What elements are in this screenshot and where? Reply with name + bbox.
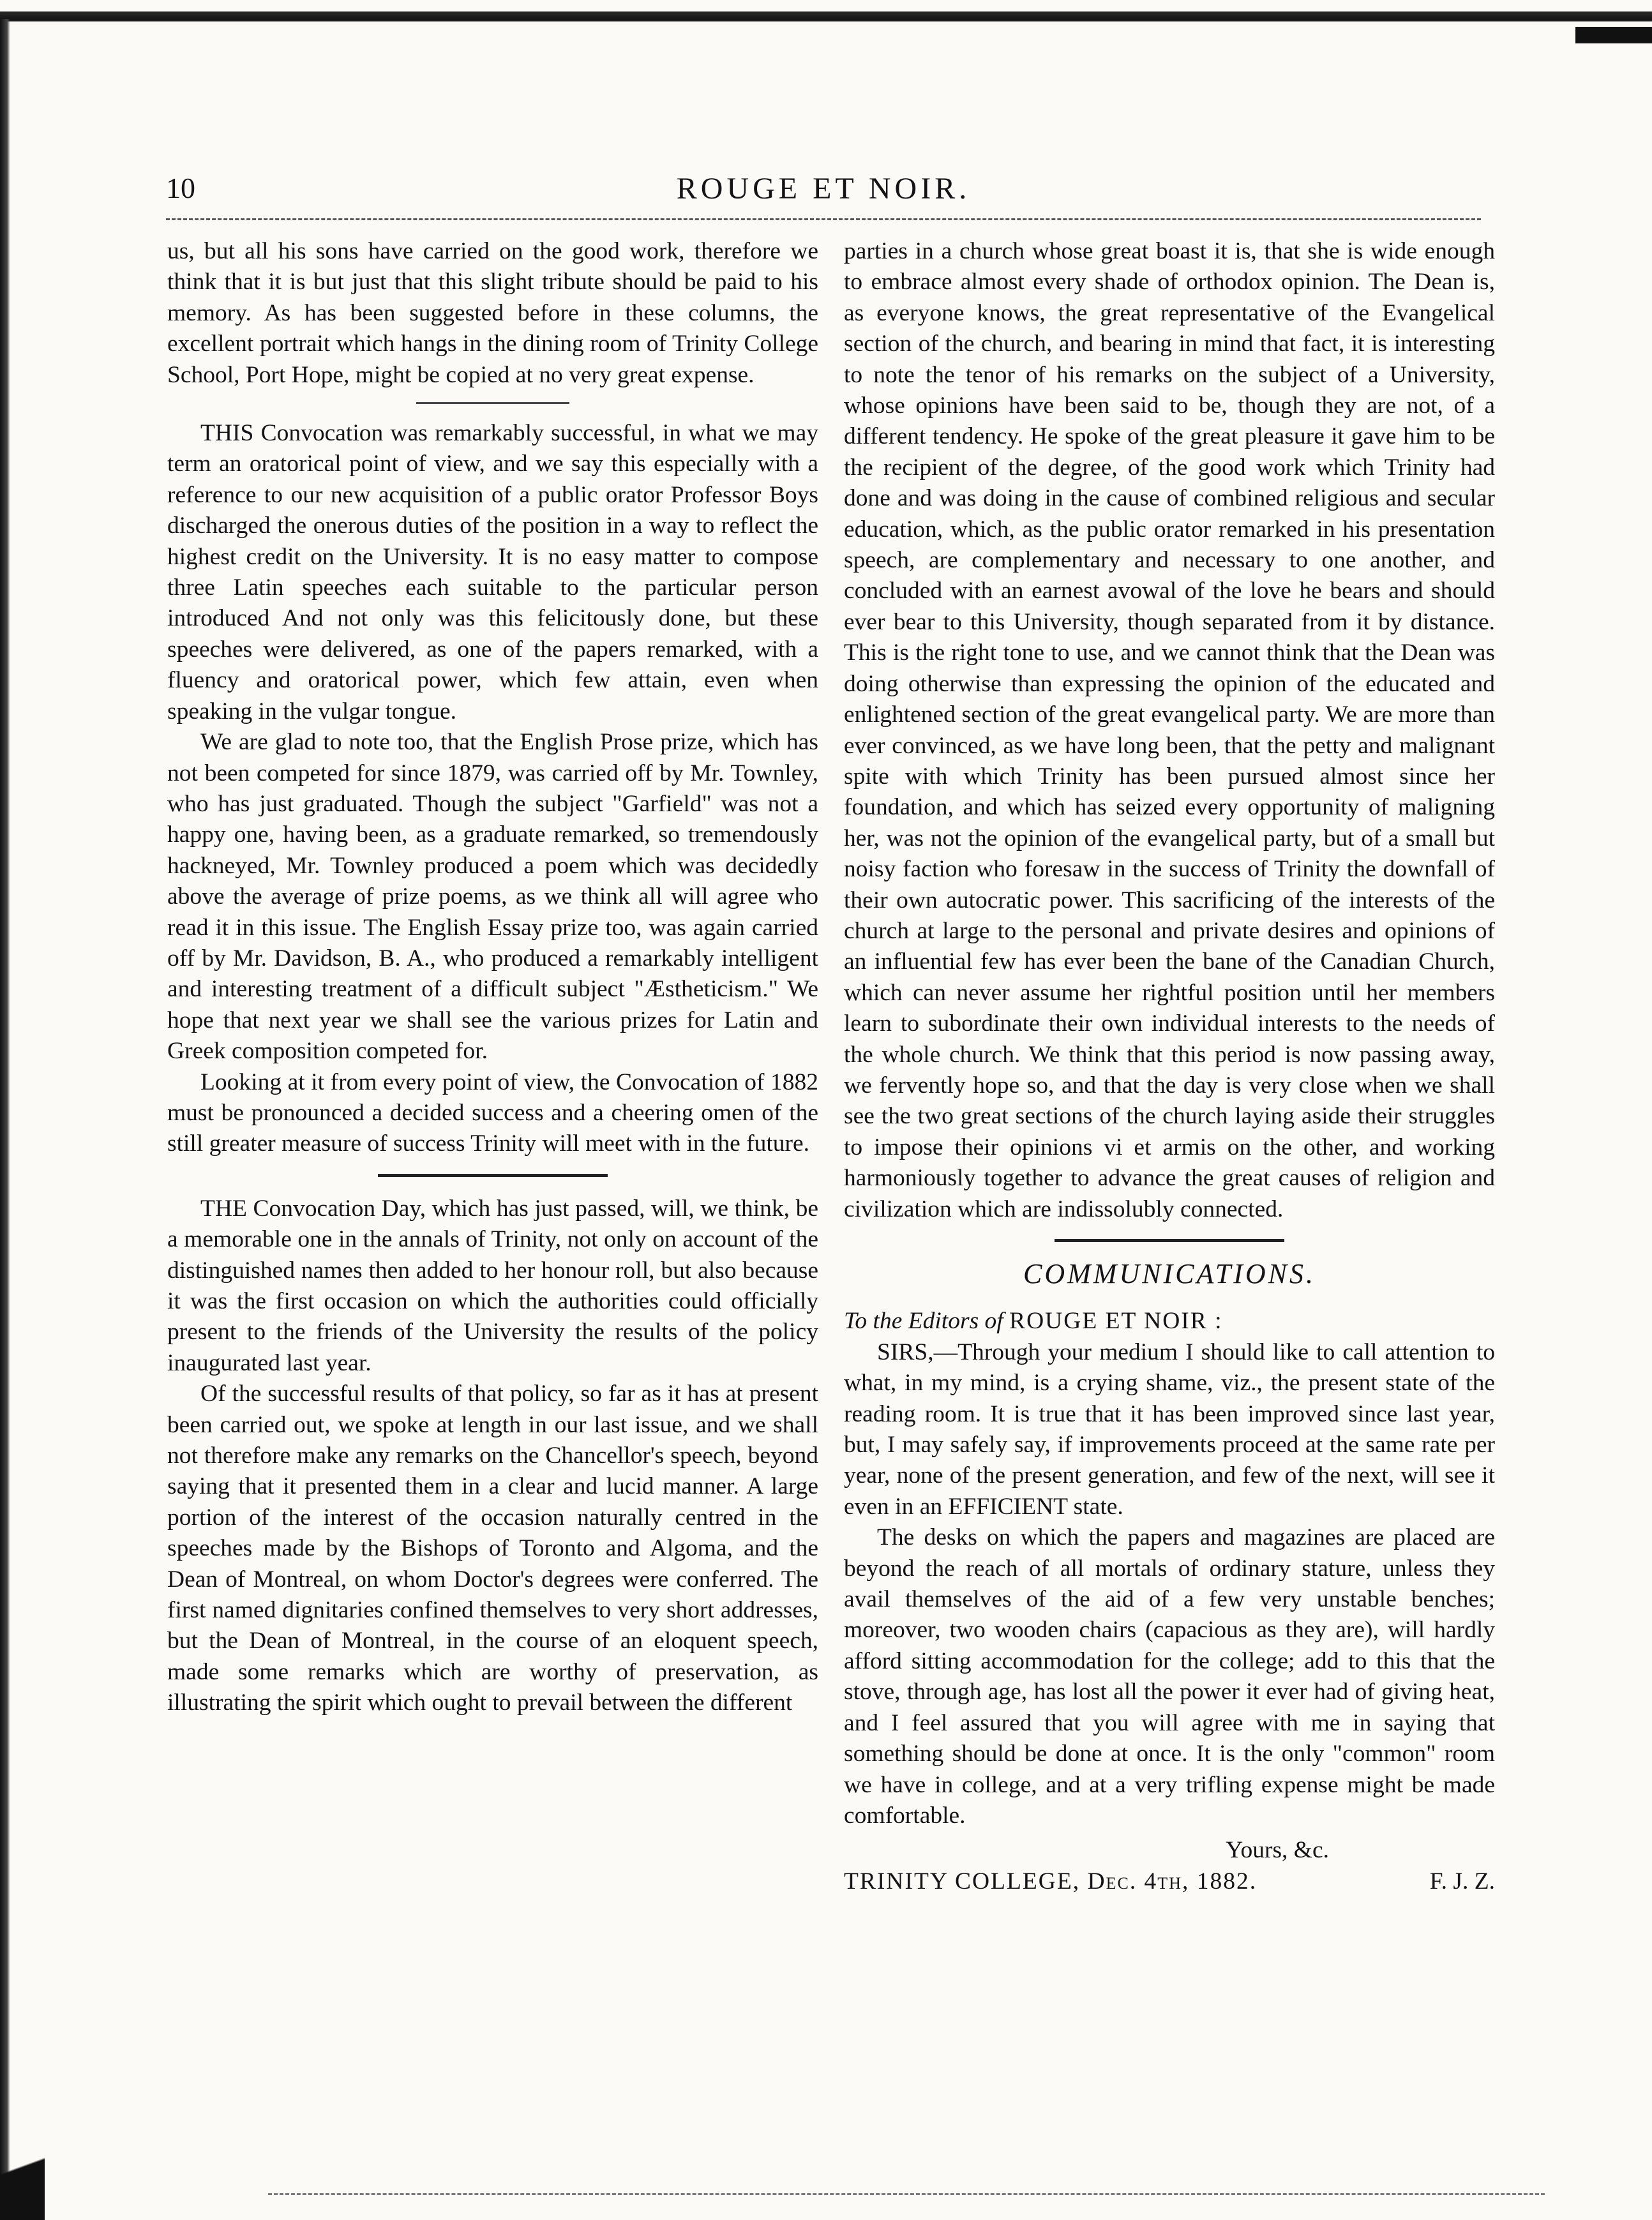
scan-left-corner-shadow — [0, 2132, 45, 2220]
letter-initials: F. J. Z. — [1429, 1868, 1495, 1894]
paragraph: Looking at it from every point of view, the Convocation of 1882 must be pronounced a decided success and a cheering omen of the still greater measure of success Trinity will meet with in the future. — [167, 1069, 818, 1157]
paragraph: THIS Convocation was remarkably successful, in what we may term an oratorical point of view, and we say this especially with a reference to our new acquisition of a public orator Professor Boys discharged the onerous duties of the position in a way to reflect the highest credit on the University. It is no easy matter to compose three Latin speeches each suitable to the particular person introduced And not only was this felicitously done, but these speeches were delivered, as one of the papers remarked, with a fluency and oratorical power, which few attain, even when speaking in the vulgar tongue. — [167, 420, 818, 724]
scan-bottom-rule — [268, 2193, 1545, 2195]
letter-place-date: TRINITY COLLEGE, Dec. 4th, 1882. — [844, 1868, 1258, 1894]
paragraph: Of the successful results of that policy, so far as it has at present been carried out, we spoke at length in our last issue, and we shall not therefore make any remarks on the Chancellor's speech, beyond saying that it presented them in a clear and lucid manner. A large portion of the interest of the occasion naturally centred in the speeches made by the Bishops of Toronto and Algoma, and the Dean of Montreal, on whom Doctor's degrees were conferred. The first named dignitaries confined themselves to very short addresses, but the Dean of Montreal, in the course of an eloquent speech, made some remarks which are worthy of preservation, as illustrating the spirit which ought to prevail between the different — [167, 1381, 818, 1716]
page-number: 10 — [166, 172, 195, 204]
scan-left-edge — [0, 19, 10, 2220]
communications-heading: COMMUNICATIONS. — [1023, 1258, 1316, 1289]
section-separator — [1055, 1239, 1284, 1242]
salutation — [844, 1306, 1495, 1337]
left-column — [167, 236, 818, 1719]
scan-top-border — [0, 0, 1652, 40]
page-header — [166, 171, 1481, 209]
running-title: ROUGE ET NOIR. — [676, 172, 971, 206]
letter-signoff: Yours, &c. — [1226, 1837, 1329, 1864]
letter-signature-row — [844, 1866, 1495, 1897]
salutation-paper: ROUGE ET NOIR : — [1009, 1308, 1223, 1335]
right-column — [844, 236, 1495, 1897]
letter-paragraph: SIRS,—Through your medium I should like to call attention to what, in my mind, is a crying shame, viz., the present state of the reading room. It is true that it has been improved since last year, but, I may safely say, if improvements proceed at the same rate per year, none of the present generation, and few of the next, will see it even in an EFFICIENT state. — [844, 1339, 1495, 1520]
letter-paragraph: The desks on which the papers and magazines are placed are beyond the reach of all mortals of ordinary stature, unless they avail themselves of the aid of a few very unstable benches; moreover, two wooden chairs (capacious as they are), will hardly afford sitting accommodation for the college; add to this that the stove, through age, has lost all the power it ever had of giving heat, and I feel assured that you will agree with me in saying that something should be done at once. It is the only "common" room we have in college, and at a very trifling expense might be made comfortable. — [844, 1524, 1495, 1829]
paragraph: We are glad to note too, that the English Prose prize, which has not been competed for since 1879, was carried off by Mr. Townley, who has just graduated. Though the subject "Garfield" was not a happy one, having been, as a graduate remarked, so tremendously hackneyed, Mr. Townley produced a poem which was decidedly above the average of prize poems, as we think all will agree who read it in this issue. The English Essay prize too, was again carried off by Mr. Davidson, B. A., who produced a remarkably intelligent and interesting treatment of a difficult subject "Æstheticism." We hope that next year we shall see the various prizes for Latin and Greek composition competed for. — [167, 729, 818, 1065]
paragraph: us, but all his sons have carried on the good work, therefore we think that it is but just that this slight tribute should be paid to his memory. As has been suggested before in these columns, the excellent portrait which hangs in the dining room of Trinity College School, Port Hope, might be copied at no very great expense. — [167, 238, 818, 388]
section-separator — [378, 1174, 608, 1177]
paragraph: THE Convocation Day, which has just passed, will, we think, be a memorable one in the annals of Trinity, not only on account of the distinguished names then added to her honour roll, but also because it was the first occasion on which the authorities could officially present to the friends of the University the results of the policy inaugurated last year. — [167, 1195, 818, 1376]
header-rule — [166, 218, 1481, 220]
section-separator — [416, 402, 569, 404]
scan-top-border-tail — [1575, 27, 1652, 43]
paragraph: parties in a church whose great boast it is, that she is wide enough to embrace almost every shade of orthodox opinion. The Dean is, as everyone knows, the great representative of the Evangelical section of the church, and bearing in mind that fact, it is interesting to note the tenor of his remarks on the subject of a University, whose opinions have been said to be, though they are not, of a different tendency. He spoke of the great pleasure it gave him to be the recipient of the degree, of the good work which Trinity had done and was doing in the cause of combined religious and secular education, which, as the public orator remarked in his presentation speech, are complementary and necessary to one another, and concluded with an earnest avowal of the love he bears and should ever bear to this University, though separated from it by distance. This is the right tone to use, and we cannot think that the Dean was doing otherwise than expressing the opinion of the educated and enlightened section of the great evangelical party. We are more than ever convinced, as we have long been, that the petty and malignant spite with which Trinity has been pursued almost since her foundation, and which has seized every opportunity of maligning her, was not the opinion of the evangelical party, but of a small but noisy faction who foresaw in the success of Trinity the downfall of their own autocratic power. This sacrificing of the interests of the church at large to the personal and private desires and opinions of an influential few has ever been the bane of the Canadian Church, which can never assume her rightful position until her members learn to subordinate their own individual interests to the needs of the whole church. We think that this period is now passing away, we fervently hope so, and that the day is very close when we shall see the two great sections of the church laying aside their struggles to impose their opinions vi et armis on the other, and working harmoniously together to advance the great causes of religion and civilization which are indissolubly connected. — [844, 238, 1495, 1222]
salutation-to: To the Editors of — [844, 1308, 1003, 1335]
